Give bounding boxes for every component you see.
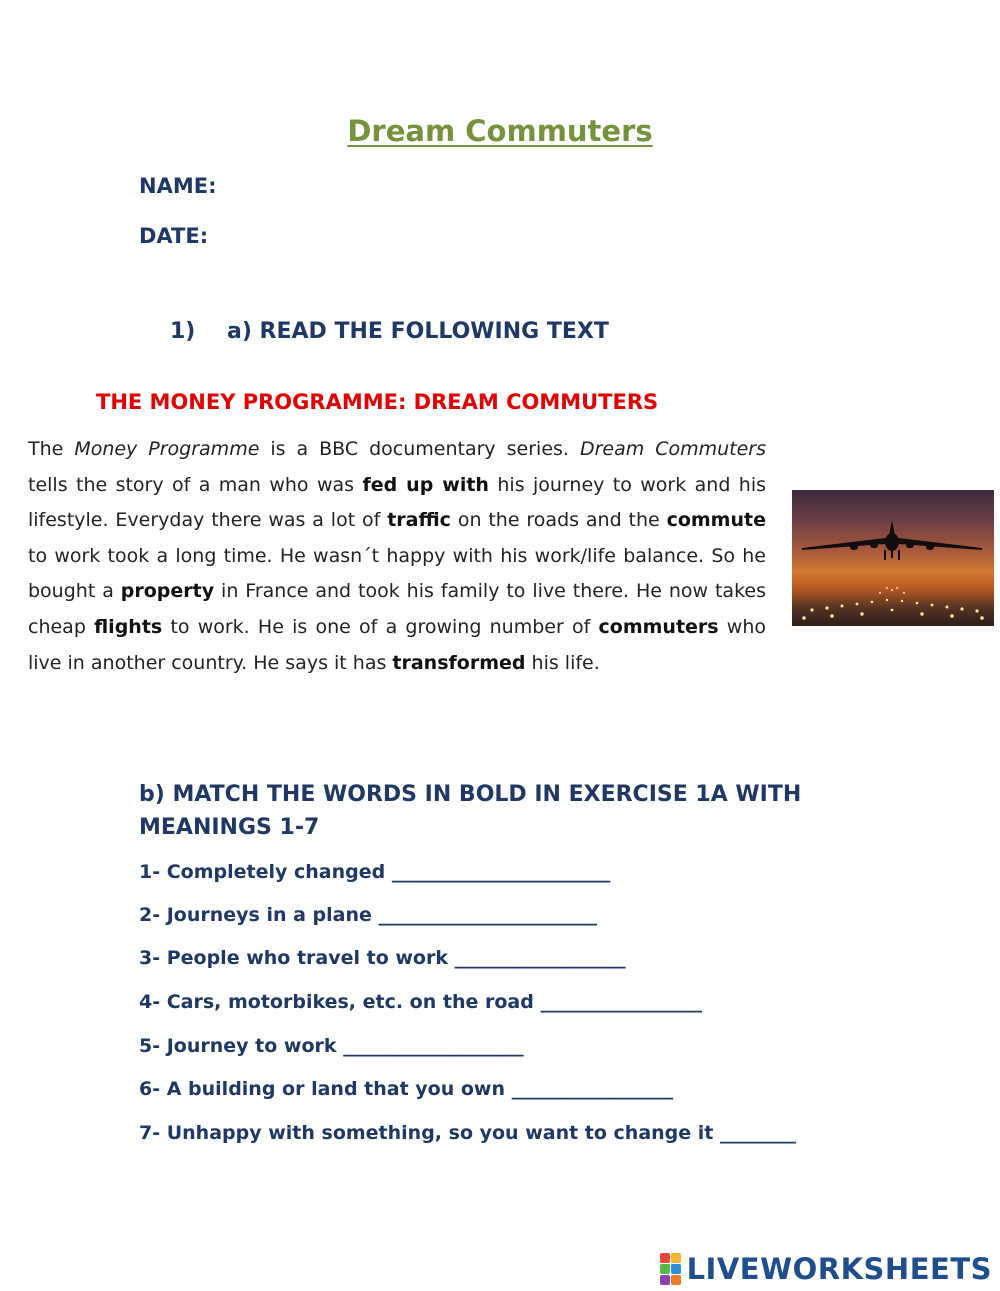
- match-item[interactable]: 2- Journeys in a plane _______________________: [139, 904, 598, 926]
- match-item[interactable]: 1- Completely changed _______________________: [139, 861, 611, 883]
- logo-mark-icon: [660, 1253, 681, 1285]
- reading-segment: his journey to work and his lifestyle. Everyday there was a lot of: [28, 473, 767, 532]
- bold-keyword: flights: [94, 615, 163, 638]
- reading-segment: on the roads and the: [450, 509, 667, 532]
- reading-segment: is a BBC documentary series.: [259, 438, 580, 460]
- reading-segment: to work. He is one of a growing number of: [162, 615, 599, 638]
- reading-segment: tells the story of a man who was: [28, 473, 363, 496]
- bold-keyword: property: [120, 580, 215, 603]
- logo-square: [671, 1275, 681, 1285]
- reading-segment: in France and took his family to live there. He now takes cheap: [28, 580, 766, 638]
- logo-square: [671, 1253, 681, 1263]
- logo-square: [660, 1264, 670, 1274]
- bold-keyword: transformed: [392, 651, 526, 674]
- italic-title: Money Programme: [74, 438, 260, 460]
- exercise-b-heading: b) MATCH THE WORDS IN BOLD IN EXERCISE 1A WITH MEANINGS 1-7: [139, 782, 802, 840]
- reading-text: [28, 432, 766, 681]
- reading-segment: who live in another country. He says it has: [28, 615, 767, 674]
- reading-segment: to work took a long time. He wasn´t happy with his work/life balance. So he bought a: [28, 544, 766, 603]
- italic-title: Dream Commuters: [579, 438, 766, 460]
- match-item[interactable]: 6- A building or land that you own _________________: [139, 1078, 674, 1100]
- bold-keyword: fed up with: [362, 473, 489, 496]
- logo-square: [660, 1275, 670, 1285]
- name-label: NAME:: [139, 174, 217, 198]
- airplane-landing-image: [792, 490, 994, 626]
- brand-name: LIVEWORKSHEETS: [686, 1252, 992, 1286]
- match-item[interactable]: 7- Unhappy with something, so you want to change it ________: [139, 1122, 796, 1144]
- reading-segment: his life.: [525, 651, 600, 674]
- liveworksheets-logo[interactable]: [660, 1252, 992, 1286]
- exercise-number: 1): [170, 319, 196, 344]
- bold-keyword: traffic: [387, 509, 451, 532]
- match-item[interactable]: 4- Cars, motorbikes, etc. on the road _________________: [139, 991, 702, 1013]
- date-label: DATE:: [139, 224, 209, 248]
- match-item[interactable]: 3- People who travel to work __________________: [139, 947, 626, 969]
- page-title: Dream Commuters: [347, 114, 653, 148]
- logo-square: [660, 1253, 670, 1263]
- bold-keyword: commute: [666, 509, 766, 532]
- match-item[interactable]: 5- Journey to work ___________________: [139, 1035, 524, 1057]
- logo-square: [671, 1264, 681, 1274]
- bold-keyword: commuters: [598, 615, 719, 638]
- reading-heading: THE MONEY PROGRAMME: DREAM COMMUTERS: [96, 390, 659, 414]
- reading-segment: The: [28, 438, 75, 460]
- airplane-icon: [792, 490, 994, 626]
- exercise-a-heading: a) READ THE FOLLOWING TEXT: [227, 319, 609, 344]
